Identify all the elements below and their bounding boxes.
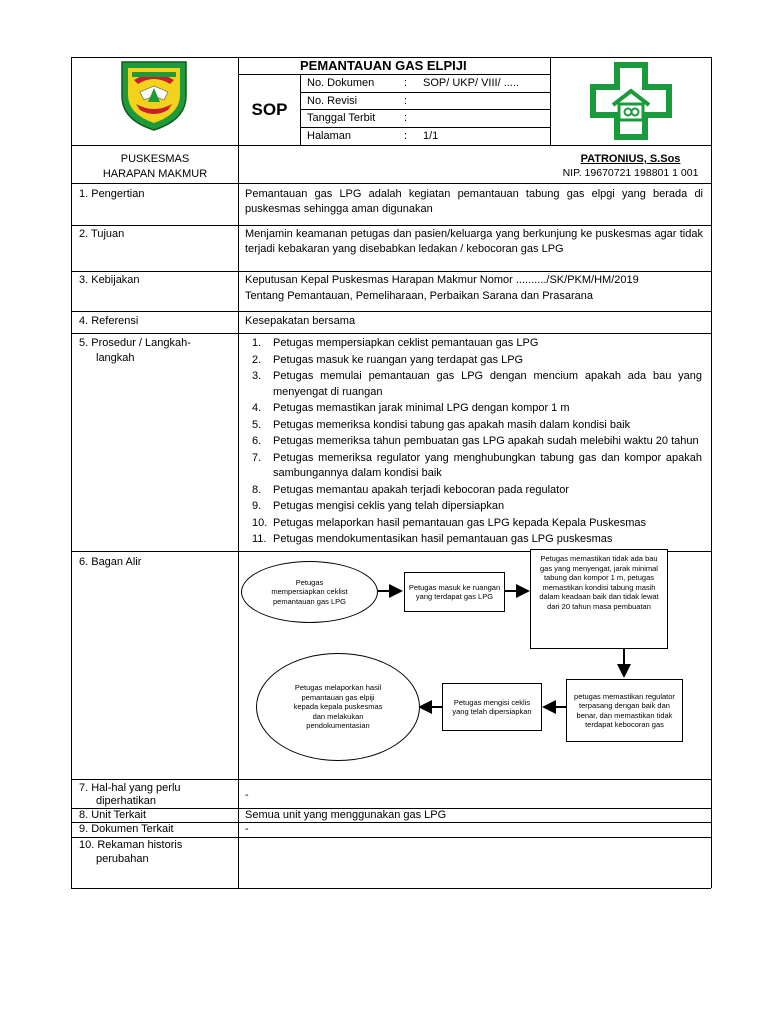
field-label-no-dokumen: No. Dokumen	[307, 77, 375, 89]
prosedur-steps-clip	[240, 334, 710, 551]
dokumen-label: 9. Dokumen Terkait	[79, 823, 174, 835]
document-title: PEMANTAUAN GAS ELPIJI	[300, 58, 467, 73]
hal-label-line2: diperhatikan	[96, 795, 156, 807]
field-value-halaman: 1/1	[423, 130, 439, 142]
list-item: 3. Petugas memulai pemantauan gas LPG dengan mencium apakah ada bau yang menyengat di ruangan	[252, 370, 702, 398]
field-sep-no-dokumen: :	[404, 77, 408, 89]
unit-label: 8. Unit Terkait	[79, 809, 147, 821]
field-label-halaman: Halaman	[307, 130, 352, 142]
list-item: 9. Petugas mengisi ceklis yang telah dipersiapkan	[252, 500, 505, 512]
tujuan-text: Menjamin keamanan petugas dan pasien/keluarga yang berkunjung ke puskesmas agar tidak terjadi kebakaran yang disebabkan ledakan / kebocoran gas LPG	[245, 228, 703, 255]
flow-node-prepare-checklist: Petugas mempersiapkan ceklist pemantauan gas LPG	[241, 561, 378, 623]
prosedur-label-line1: 5. Prosedur / Langkah-	[79, 337, 191, 349]
flow-node-check-regulator: petugas memastikan regulator terpasang dengan baik dan benar, dan memastikan tidak terdapat kebocoran gas	[566, 679, 683, 742]
pengertian-text: Pemantauan gas LPG adalah kegiatan pemantauan tabung gas elpgi yang berada di puskesmas sehingga aman digunakan	[245, 188, 703, 215]
signer-name: PATRONIUS, S.Sos	[580, 153, 681, 165]
referensi-text: Kesepakatan bersama	[245, 315, 356, 327]
list-item: 6. Petugas memeriksa tahun pembuatan gas LPG apakah sudah melebihi waktu 20 tahun	[252, 435, 699, 447]
field-sep-halaman: :	[404, 130, 408, 142]
field-value-no-dokumen: SOP/ UKP/ VIII/ .....	[423, 77, 519, 89]
list-item: 2. Petugas masuk ke ruangan yang terdapat gas LPG	[252, 353, 524, 366]
kebijakan-line2: Tentang Pemantauan, Pemeliharaan, Perbaikan Sarana dan Prasarana	[245, 290, 593, 302]
dokumen-text: -	[245, 823, 249, 835]
field-sep-tanggal-terbit: :	[404, 112, 408, 124]
org-name-line2: HARAPAN MAKMUR	[102, 168, 208, 180]
flow-node-fill-checklist: Petugas mengisi ceklis yang telah dipersiapkan	[442, 683, 542, 731]
field-label-tanggal-terbit: Tanggal Terbit	[307, 112, 376, 124]
prosedur-label-line2: langkah	[96, 352, 135, 364]
referensi-label: 4. Referensi	[79, 315, 139, 327]
org-name-line1: PUSKESMAS	[120, 153, 190, 165]
regional-emblem-logo	[118, 58, 190, 132]
list-item: 11. Petugas mendokumentasikan hasil pemantauan gas LPG puskesmas	[252, 533, 613, 545]
prosedur-steps-list	[252, 336, 702, 549]
list-item: 7. Petugas memeriksa regulator yang menghubungkan tabung gas dan kompor apakah sambungannya dalam kondisi baik	[252, 451, 702, 479]
flow-node-check-smell-distance: Petugas memastikan tidak ada bau gas yang menyengat, jarak minimal tabung dan kompor 1 m, petugas memastikan kondisi tabung masih dalam keadaan baik dan tidak lewat dari 20 tahun masa pembuatan	[530, 549, 668, 649]
puskesmas-cross-logo	[589, 61, 673, 141]
rekaman-label-line1: 10. Rekaman historis	[79, 839, 183, 851]
pengertian-label: 1. Pengertian	[79, 188, 145, 200]
field-sep-no-revisi: :	[404, 95, 408, 107]
tujuan-label: 2. Tujuan	[79, 228, 125, 240]
hal-label-line1: 7. Hal-hal yang perlu	[79, 782, 181, 794]
hal-text: -	[245, 789, 249, 801]
bagan-label: 6. Bagan Alir	[79, 556, 142, 568]
kebijakan-label: 3. Kebijakan	[79, 274, 140, 286]
flow-node-enter-room: Petugas masuk ke ruangan yang terdapat gas LPG	[404, 572, 505, 612]
sop-label: SOP	[251, 100, 288, 119]
kebijakan-line1: Keputusan Kepal Puskesmas Harapan Makmur Nomor ........../SK/PKM/HM/2019	[245, 274, 639, 286]
list-item: 5. Petugas memeriksa kondisi tabung gas apakah masih dalam kondisi baik	[252, 418, 631, 431]
list-item: 4. Petugas memastikan jarak minimal LPG dengan kompor 1 m	[252, 402, 570, 414]
signer-nip: NIP. 19670721 198801 1 001	[562, 167, 699, 179]
rekaman-label-line2: perubahan	[96, 853, 149, 865]
field-label-no-revisi: No. Revisi	[307, 95, 358, 107]
unit-text: Semua unit yang menggunakan gas LPG	[245, 809, 447, 821]
list-item: 8. Petugas memantau apakah terjadi kebocoran pada regulator	[252, 483, 569, 496]
list-item: 1. Petugas mempersiapkan ceklist pemantauan gas LPG	[252, 337, 539, 349]
list-item: 10. Petugas melaporkan hasil pemantauan gas LPG kepada Kepala Puskesmas	[252, 516, 647, 529]
flow-node-report-document: Petugas melaporkan hasil pemantauan gas elpiji kepada kepala puskesmas dan melakukan pendokumentasian	[256, 653, 420, 761]
